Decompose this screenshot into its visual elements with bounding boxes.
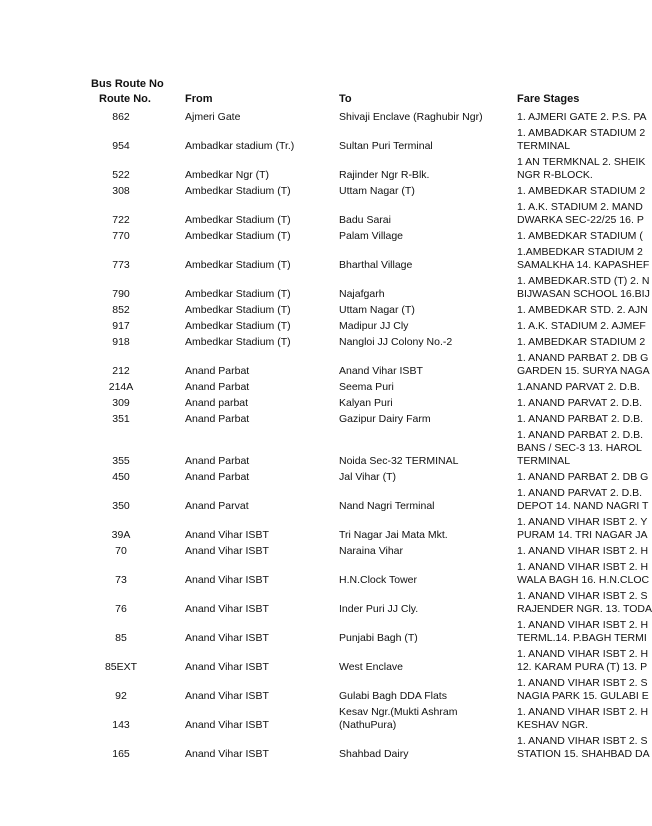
header-from: From [185,93,213,105]
fare-stages [517,561,650,587]
route-to [339,169,509,182]
fare-stage-line: KESHAV NGR. [517,719,588,731]
route-table [0,108,652,761]
table-row [0,272,650,301]
route-number: 351 [112,413,130,425]
table-row [0,243,650,272]
route-from: Ambedkar Ngr (T) [185,169,270,181]
table-row [0,198,644,227]
route-from: Anand Vihar ISBT [185,529,269,541]
header-to: To [339,93,352,105]
route-number: 450 [112,471,130,483]
fare-stage-line: SAMALKHA 14. KAPASHEF [517,259,650,271]
route-number: 85 [115,632,127,644]
fare-stage-line: 1. ANAND VIHAR ISBT 2. S [517,590,648,602]
route-number: 862 [112,111,130,123]
fare-stage-line: TERML.14. P.BAGH TERMI [517,632,647,644]
route-from: Anand Vihar ISBT [185,574,269,586]
fare-stages [517,230,643,243]
table-row [0,301,648,317]
route-number: 92 [115,690,127,702]
route-to [339,230,509,243]
route-number: 143 [112,719,130,731]
route-number: 85EXT [104,661,138,673]
table-row [0,394,643,410]
route-from: Ambedkar Stadium (T) [185,185,291,197]
route-from: Anand Vihar ISBT [185,748,269,760]
fare-stage-line: 1. ANAND PARBAT 2. DB G [517,352,649,364]
table-row [0,513,648,542]
route-to-line: Najafgarh [339,288,385,300]
fare-stages [517,246,650,272]
fare-stage-line: 1. AJMERI GATE 2. P.S. PA [517,111,647,123]
route-to-line: Rajinder Ngr R-Blk. [339,169,430,181]
table-row [0,426,644,468]
fare-stages [517,320,646,333]
route-number: 773 [112,259,130,271]
route-number: 852 [112,304,130,316]
route-from: Anand Parbat [185,413,250,425]
table-row [0,317,646,333]
route-number: 770 [112,230,130,242]
route-number: 917 [112,320,130,332]
route-to [339,471,509,484]
route-to-line: H.N.Clock Tower [339,574,417,586]
route-from: Anand Vihar ISBT [185,690,269,702]
table-row [0,674,649,703]
fare-stage-line: 12. KARAM PURA (T) 13. P [517,661,648,673]
route-from: Ambedkar Stadium (T) [185,288,291,300]
fare-stage-line: 1. ANAND VIHAR ISBT 2. H [517,648,649,660]
fare-stages [517,201,644,227]
fare-stages [517,275,650,301]
route-number: 722 [112,214,130,226]
route-from: Anand Vihar ISBT [185,632,269,644]
fare-stages [517,619,649,645]
fare-stages [517,648,649,674]
table-row [0,227,643,243]
fare-stage-line: 1. AMBEDKAR STD. 2. AJN [517,304,648,316]
fare-stages [517,304,648,317]
route-from: Ambedkar Stadium (T) [185,259,291,271]
route-to-line: Palam Village [339,230,404,242]
fare-stage-line: PURAM 14. TRI NAGAR JA [517,529,648,541]
fare-stages [517,429,644,468]
fare-stages [517,413,644,426]
fare-stage-line: 1.ANAND PARVAT 2. D.B. [517,381,640,393]
fare-stage-line: 1. A.K. STADIUM 2. AJMEF [517,320,646,332]
route-number: 918 [112,336,130,348]
route-from: Anand Parvat [185,500,249,512]
route-to [339,214,509,227]
route-to [339,111,509,124]
route-to [339,140,509,153]
table-row [0,108,647,124]
fare-stage-line: 1 AN TERMKNAL 2. SHEIK [517,156,646,168]
route-to-line: Shahbad Dairy [339,748,409,760]
fare-stages [517,706,649,732]
fare-stage-line: TERMINAL [517,140,571,152]
table-row [0,182,646,198]
route-to [339,304,509,317]
route-from: Ajmeri Gate [185,111,241,123]
fare-stage-line: RAJENDER NGR. 13. TODA [517,603,652,615]
route-to [339,574,509,587]
header-fare-stages: Fare Stages [517,93,580,105]
fare-stage-line: GARDEN 15. SURYA NAGA [517,365,650,377]
fare-stage-line: DEPOT 14. NAND NAGRI T [517,500,649,512]
fare-stage-line: NAGIA PARK 15. GULABI E [517,690,649,702]
route-to [339,455,509,468]
table-row [0,468,649,484]
fare-stage-line: WALA BAGH 16. H.N.CLOC [517,574,650,586]
fare-stage-line: 1. ANAND VIHAR ISBT 2. S [517,735,648,747]
route-number: 70 [115,545,127,557]
route-to [339,500,509,513]
fare-stage-line: 1. ANAND VIHAR ISBT 2. H [517,619,649,631]
fare-stages [517,127,646,153]
route-to-line: Inder Puri JJ Cly. [339,603,419,615]
fare-stages [517,590,652,616]
route-to [339,259,509,272]
fare-stage-line: 1. AMBADKAR STADIUM 2 [517,127,646,139]
route-to-line: Naraina Vihar [339,545,404,557]
fare-stage-line: 1. ANAND PARBAT 2. DB G [517,471,649,483]
header-route-no: Route No. [99,93,151,105]
table-row [0,616,649,645]
route-to-line: Anand Vihar ISBT [339,365,423,377]
fare-stage-line: 1. ANAND VIHAR ISBT 2. H [517,545,649,557]
table-row [0,124,646,153]
route-to-line: Gazipur Dairy Farm [339,413,431,425]
fare-stage-line: 1. ANAND VIHAR ISBT 2. S [517,677,648,689]
fare-stage-line: 1. AMBEDKAR STADIUM ( [517,230,643,242]
route-to [339,365,509,378]
fare-stages [517,471,649,484]
fare-stage-line: 1. ANAND VIHAR ISBT 2. H [517,561,649,573]
route-number: 39A [111,529,131,541]
route-number: 76 [115,603,127,615]
route-to-line: Jal Vihar (T) [339,471,396,483]
route-to [339,413,509,426]
route-to-line: Bharthal Village [339,259,413,271]
route-number: 355 [112,455,130,467]
route-to [339,632,509,645]
route-to-line: Badu Sarai [339,214,391,226]
fare-stage-line: 1. ANAND PARVAT 2. D.B. [517,487,643,499]
route-to [339,381,509,394]
route-from: Anand Parbat [185,365,250,377]
route-from: Ambedkar Stadium (T) [185,320,291,332]
fare-stages [517,156,646,182]
route-number: 954 [112,140,130,152]
route-from: Ambedkar Stadium (T) [185,214,291,226]
fare-stage-line: STATION 15. SHAHBAD DA [517,748,650,760]
fare-stage-line: 1. ANAND VIHAR ISBT 2. H [517,706,649,718]
route-from: Anand parbat [185,397,249,409]
route-number: 214A [108,381,134,393]
table-row [0,349,650,378]
route-to [339,185,509,198]
fare-stage-line: BANS / SEC-3 13. HAROL [517,442,642,454]
route-to [339,529,509,542]
route-to-line: Punjabi Bagh (T) [339,632,418,644]
route-number: 522 [112,169,130,181]
route-from: Anand Parbat [185,381,250,393]
table-row [0,410,644,426]
fare-stage-line: 1. ANAND VIHAR ISBT 2. Y [517,516,648,528]
route-number: 165 [112,748,130,760]
route-number: 309 [112,397,130,409]
route-to [339,288,509,301]
route-from: Anand Vihar ISBT [185,603,269,615]
route-to [339,545,509,558]
route-from: Anand Parbat [185,455,250,467]
fare-stage-line: 1. ANAND PARBAT 2. D.B. [517,429,644,441]
fare-stage-line: DWARKA SEC-22/25 16. P [517,214,644,226]
fare-stage-line: 1. AMBEDKAR.STD (T) 2. N [517,275,650,287]
table-row [0,587,652,616]
route-to-line: Nangloi JJ Colony No.-2 [339,336,453,348]
route-from: Ambedkar Stadium (T) [185,336,291,348]
fare-stages [517,381,638,394]
route-to-line: Sultan Puri Terminal [339,140,433,152]
fare-stage-line: 1. ANAND PARBAT 2. D.B. [517,413,644,425]
route-to-line: Nand Nagri Terminal [339,500,435,512]
fare-stage-line: NGR R-BLOCK. [517,169,593,181]
route-number: 212 [112,365,130,377]
route-to [339,397,509,410]
route-to [339,336,509,349]
fare-stage-line: TERMINAL [517,455,571,467]
fare-stage-line: 1. AMBEDKAR STADIUM 2 [517,336,646,348]
fare-stage-line: BIJWASAN SCHOOL 16.BIJ [517,288,650,300]
table-row [0,542,649,558]
table-row [0,732,650,761]
fare-stage-line: 1. A.K. STADIUM 2. MAND [517,201,643,213]
route-from: Ambedkar Stadium (T) [185,304,291,316]
route-to-line: Uttam Nagar (T) [339,185,415,197]
fare-stages [517,352,650,378]
fare-stages [517,516,648,542]
fare-stage-line: 1.AMBEDKAR STADIUM 2 [517,246,643,258]
route-from: Ambedkar Stadium (T) [185,230,291,242]
table-row [0,703,649,732]
table-row [0,558,650,587]
route-from: Anand Parbat [185,471,250,483]
route-to [339,661,509,674]
route-number: 350 [112,500,130,512]
route-to [339,748,509,761]
route-to-line: Noida Sec-32 TERMINAL [339,455,459,467]
route-to [339,320,509,333]
table-row [0,378,638,394]
route-to [339,690,509,703]
table-row [0,645,649,674]
fare-stages [517,677,649,703]
fare-stages [517,545,649,558]
fare-stage-line: 1. ANAND PARVAT 2. D.B. [517,397,643,409]
route-number: 73 [115,574,127,586]
route-to-line: Shivaji Enclave (Raghubir Ngr) [339,111,483,123]
fare-stages [517,397,643,410]
sheet-title: Bus Route No [91,78,164,90]
route-to-line: Uttam Nagar (T) [339,304,415,316]
fare-stages [517,111,647,124]
route-from: Anand Vihar ISBT [185,719,269,731]
route-to-line: (NathuPura) [339,719,397,731]
route-from: Anand Vihar ISBT [185,661,269,673]
route-to [339,706,509,732]
table-row [0,333,646,349]
route-number: 790 [112,288,130,300]
route-to-line: Seema Puri [339,381,394,393]
route-to-line: Kesav Ngr.(Mukti Ashram [339,706,458,718]
table-row [0,153,646,182]
route-from: Ambadkar stadium (Tr.) [185,140,295,152]
route-number: 308 [112,185,130,197]
route-to-line: Kalyan Puri [339,397,393,409]
route-to-line: West Enclave [339,661,403,673]
fare-stages [517,735,650,761]
fare-stages [517,336,646,349]
route-from: Anand Vihar ISBT [185,545,269,557]
route-to-line: Gulabi Bagh DDA Flats [339,690,447,702]
fare-stages [517,185,646,198]
route-to-line: Madipur JJ Cly [339,320,409,332]
route-to [339,603,509,616]
table-row [0,484,649,513]
route-to-line: Tri Nagar Jai Mata Mkt. [339,529,448,541]
fare-stages [517,487,649,513]
fare-stage-line: 1. AMBEDKAR STADIUM 2 [517,185,646,197]
